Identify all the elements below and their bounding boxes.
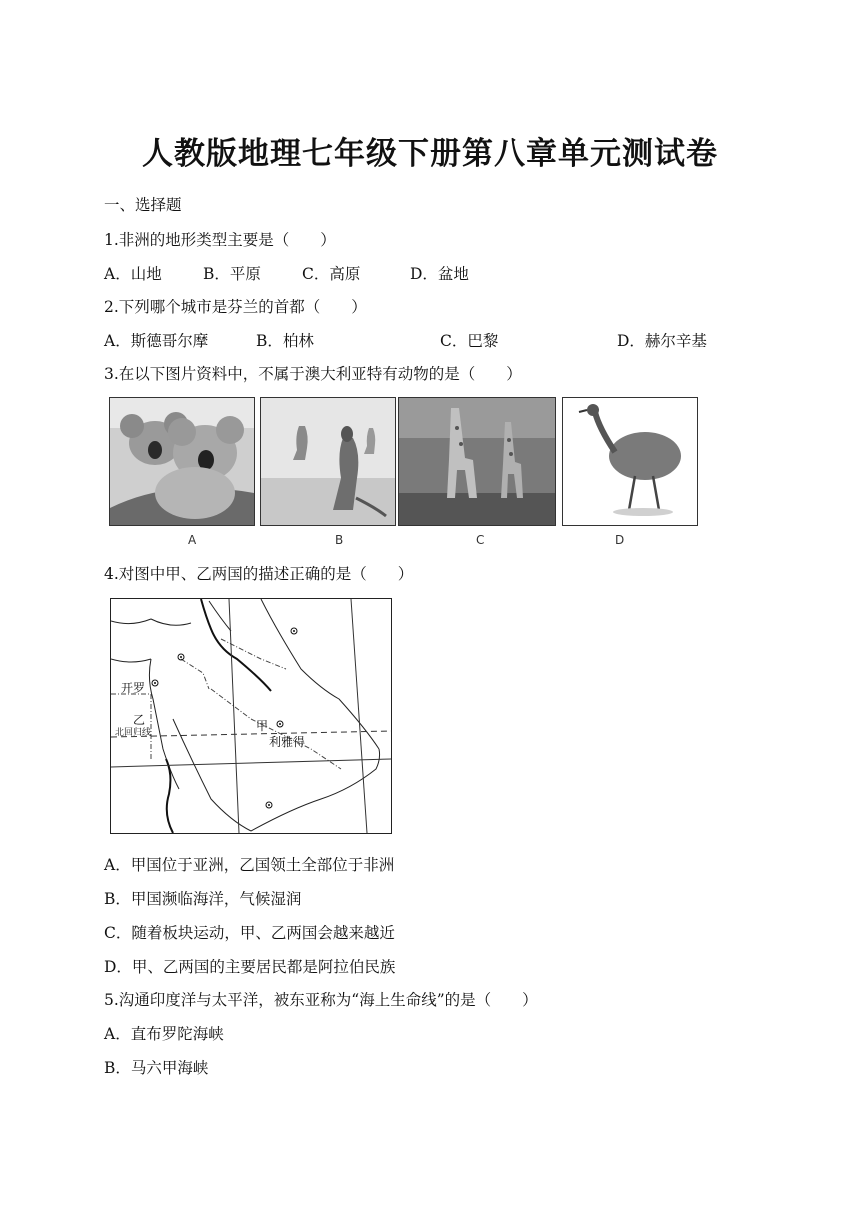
image-label-a: A	[188, 533, 197, 547]
q4-option-b[interactable]: B．甲国濒临海洋，气候湿润	[104, 890, 302, 908]
question-5-stem: 5.沟通印度洋与太平洋，被东亚称为“海上生命线”的是（ ）	[104, 991, 538, 1009]
kangaroo-photo-icon[interactable]	[260, 397, 396, 526]
image-label-d: D	[615, 533, 625, 547]
q1-option-b[interactable]: B．平原	[203, 265, 261, 283]
map-label-riyadh: 利雅得	[269, 735, 306, 749]
question-4-stem: 4.对图中甲、乙两国的描述正确的是（ ）	[104, 565, 414, 583]
q1-option-c[interactable]: C．高原	[302, 265, 361, 283]
emu-drawing-icon[interactable]	[562, 397, 698, 526]
question-2-stem: 2.下列哪个城市是芬兰的首都（ ）	[104, 298, 367, 316]
q2-option-d[interactable]: D．赫尔辛基	[617, 332, 707, 350]
map-label-tropic: 北回归线	[115, 728, 152, 738]
middle-east-map	[110, 598, 392, 834]
question-1-stem: 1.非洲的地形类型主要是（ ）	[104, 231, 336, 249]
map-label-yi: 乙	[133, 713, 146, 727]
page-title: 人教版地理七年级下册第八章单元测试卷	[142, 136, 718, 172]
image-label-b: B	[335, 533, 344, 547]
giraffe-photo-icon[interactable]	[398, 397, 556, 526]
q5-option-b[interactable]: B．马六甲海峡	[104, 1059, 209, 1077]
section-heading: 一、选择题	[104, 196, 182, 214]
map-label-cairo: 开罗	[121, 681, 146, 695]
q2-option-b[interactable]: B．柏林	[256, 332, 314, 350]
image-label-c: C	[476, 533, 485, 547]
q5-option-a[interactable]: A．直布罗陀海峡	[104, 1025, 224, 1043]
map-label-jia: 甲	[256, 719, 269, 733]
q4-option-c[interactable]: C．随着板块运动，甲、乙两国会越来越近	[104, 924, 395, 942]
q2-option-a[interactable]: A．斯德哥尔摩	[104, 332, 209, 350]
q4-option-a[interactable]: A．甲国位于亚洲，乙国领土全部位于非洲	[104, 856, 395, 874]
koala-photo-icon[interactable]	[109, 397, 255, 526]
q1-option-a[interactable]: A．山地	[104, 265, 162, 283]
q4-option-d[interactable]: D．甲、乙两国的主要居民都是阿拉伯民族	[104, 958, 396, 976]
q2-option-c[interactable]: C．巴黎	[440, 332, 499, 350]
q1-option-d[interactable]: D．盆地	[410, 265, 469, 283]
question-3-stem: 3.在以下图片资料中，不属于澳大利亚特有动物的是（ ）	[104, 365, 522, 383]
